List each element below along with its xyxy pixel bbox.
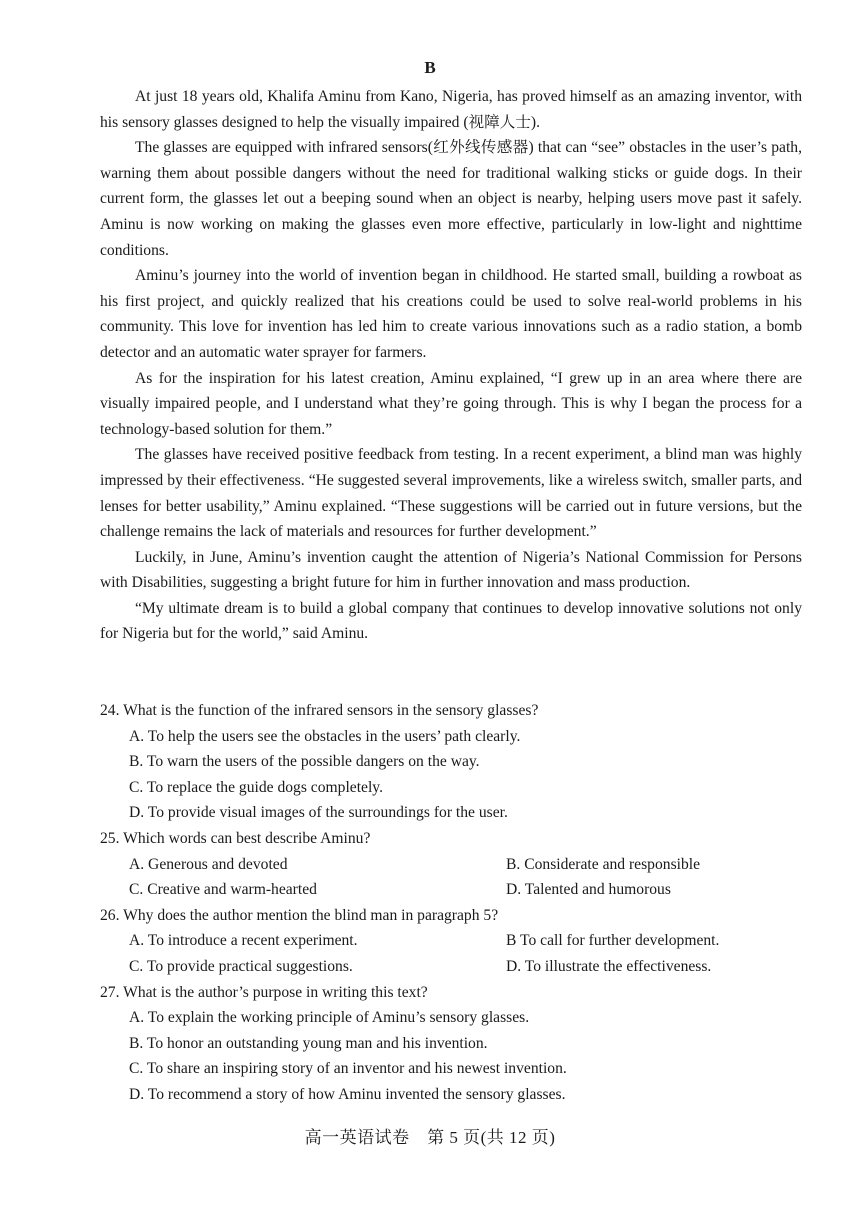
reading-passage [100,84,802,647]
question-26-option-a: A. To introduce a recent experiment. [129,932,358,950]
question-24-option-c: C. To replace the guide dogs completely. [129,778,383,796]
question-26-option-d: D. To illustrate the effectiveness. [506,957,712,975]
question-26-option-c: C. To provide practical suggestions. [129,957,353,975]
question-25-option-c: C. Creative and warm-hearted [129,881,317,899]
question-26-option-b: B To call for further development. [506,932,720,950]
question-25-option-b: B. Considerate and responsible [506,855,701,873]
passage-paragraph-2: The glasses are equipped with infrared sensors(红外线传感器) that can “see” obstacles in the user’s path, warning them about possible dangers without the need for traditional walking sticks or guide dogs. In their current form, the glasses let out a beeping sound when an object is nearby, helping users move past it safely. Aminu is now working on making the glasses even more effective, particularly in low-light and nighttime conditions. [100,139,802,259]
question-27-option-a: A. To explain the working principle of Aminu’s sensory glasses. [129,1009,530,1027]
question-27-option-c: C. To share an inspiring story of an inventor and his newest invention. [129,1060,567,1078]
question-27-option-b: B. To honor an outstanding young man and his invention. [129,1034,488,1052]
question-26-options [100,928,802,979]
question-24-option-a: A. To help the users see the obstacles in the users’ path clearly. [129,727,521,745]
question-27-stem: 27. What is the author’s purpose in writing this text? [100,983,428,1001]
question-list [100,698,802,1108]
question-27-option-d: D. To recommend a story of how Aminu invented the sensory glasses. [129,1085,566,1103]
question-25-option-a: A. Generous and devoted [129,855,288,873]
passage-paragraph-6: Luckily, in June, Aminu’s invention caught the attention of Nigeria’s National Commission for Persons with Disabilities, suggesting a bright future for him in further innovation and mass production. [100,548,802,592]
question-27-options [100,1005,802,1107]
passage-paragraph-3: Aminu’s journey into the world of invention began in childhood. He started small, building a rowboat as his first project, and quickly realized that his creations could be used to solve real-world problems in his community. This love for invention has led him to create various innovations such as a radio station, a bomb detector and an automatic water sprayer for farmers. [100,267,802,361]
question-24-option-d: D. To provide visual images of the surroundings for the user. [129,804,508,822]
question-25-options [100,852,802,903]
question-24-stem: 24. What is the function of the infrared sensors in the sensory glasses? [100,702,539,719]
passage-paragraph-4: As for the inspiration for his latest creation, Aminu explained, “I grew up in an area where there are visually impaired people, and I understand what they’re going through. This is why I began the process for a technology-based solution for them.” [100,369,802,438]
question-25-stem: 25. Which words can best describe Aminu? [100,829,371,847]
section-title: B [424,58,436,77]
passage-paragraph-1: At just 18 years old, Khalifa Aminu from Kano, Nigeria, has proved himself as an amazing inventor, with his sensory glasses designed to help the visually impaired (视障人士). [100,88,802,131]
passage-paragraph-5: The glasses have received positive feedback from testing. In a recent experiment, a blind man was highly impressed by their effectiveness. “He suggested several improvements, like a wireless switch, smaller parts, and lenses for better usability,” Aminu explained. “These suggestions will be carried out in future versions, but the challenge remains the lack of materials and resources for further development.” [100,446,802,541]
question-24-option-b: B. To warn the users of the possible dangers on the way. [129,753,480,771]
passage-paragraph-7: “My ultimate dream is to build a global company that continues to develop innovative solutions not only for Nigeria but for the world,” said Aminu. [100,599,802,643]
page-footer: 高一英语试卷 第 5 页(共 12 页) [304,1128,556,1147]
question-24-options [100,724,802,826]
question-25-option-d: D. Talented and humorous [506,881,671,899]
question-26-stem: 26. Why does the author mention the blind man in paragraph 5? [100,906,499,924]
